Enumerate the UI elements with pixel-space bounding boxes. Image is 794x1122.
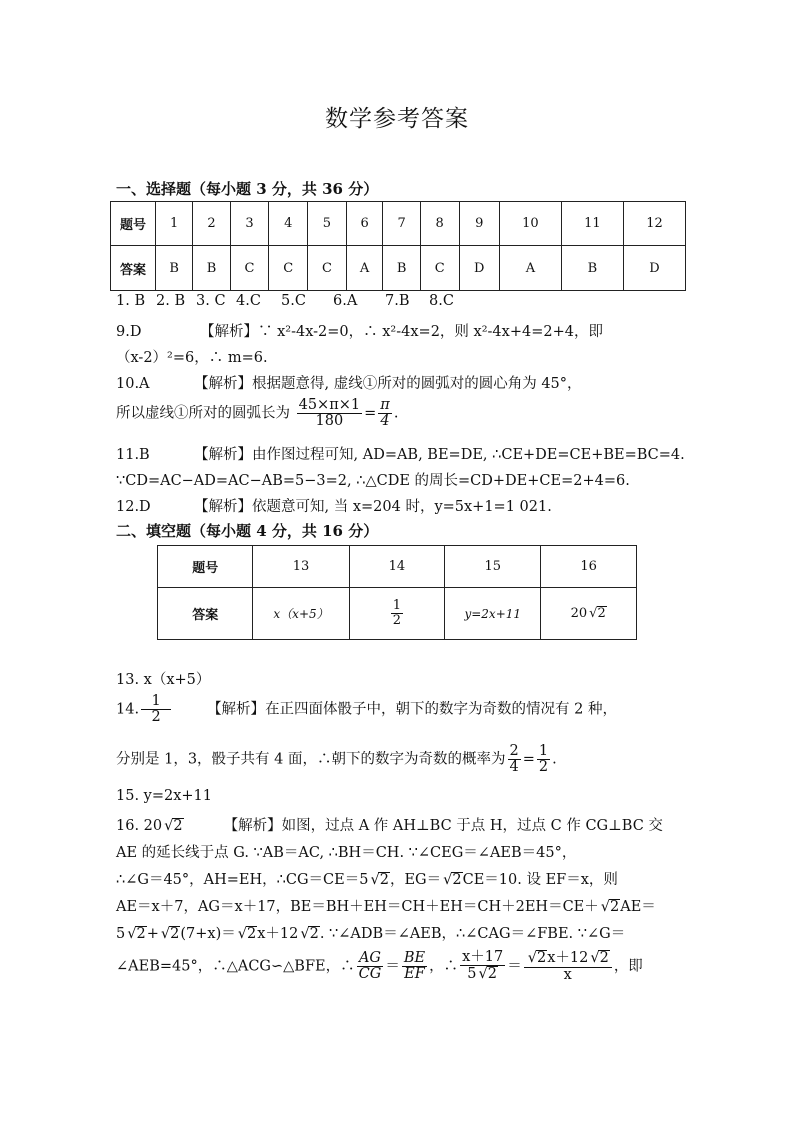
- q11-line-1: [116, 443, 685, 464]
- period: .: [552, 751, 557, 768]
- table-cell: B: [193, 246, 230, 291]
- q9-number: 9.D: [116, 324, 142, 340]
- radical: √ 2: [451, 872, 462, 889]
- q10-number: 10.A: [116, 376, 150, 392]
- equals: =: [522, 751, 535, 768]
- q16-line-6: [116, 950, 643, 983]
- fraction: [297, 398, 363, 429]
- table-header-cell: 题号: [158, 546, 253, 588]
- table-cell: 4: [269, 202, 308, 246]
- short-answer: 5.C: [281, 293, 306, 309]
- short-answer: 3. C: [196, 293, 226, 309]
- short-answer: 2. B: [156, 293, 186, 309]
- fraction: [524, 950, 612, 983]
- numerator: [524, 950, 612, 968]
- radical: √ 2: [308, 926, 319, 943]
- q16-text: . ∵∠ADB＝∠AEB，∴∠CAG＝∠FBE. ∵∠G＝: [319, 926, 626, 942]
- denominator: EF: [404, 966, 425, 983]
- denominator: 2: [538, 759, 549, 776]
- table-cell: 3: [230, 202, 269, 246]
- table-cell: 12: [623, 202, 685, 246]
- q14-line-1: [116, 694, 617, 725]
- radical: √ 2: [246, 926, 257, 943]
- equals: ＝: [385, 958, 400, 975]
- table-cell: 1: [156, 202, 193, 246]
- coefficient: 5: [467, 966, 477, 983]
- section-1-heading: 一、选择题（每小题 3 分，共 36 分）: [116, 180, 379, 198]
- table-cell: D: [459, 246, 499, 291]
- q12-number: 12.D: [116, 499, 151, 515]
- equals: ＝: [507, 958, 522, 975]
- denominator: 4: [380, 413, 390, 430]
- table-cell: C: [230, 246, 269, 291]
- table-row: [158, 588, 637, 640]
- radical: √ 2: [135, 926, 146, 943]
- q14-number: 14.: [116, 701, 140, 718]
- coefficient: 20: [570, 605, 588, 621]
- fraction: [537, 744, 550, 775]
- table-cell: 15: [445, 546, 541, 588]
- fraction: [402, 951, 427, 982]
- q16-text: ，即: [613, 958, 643, 975]
- q16-text: 5: [116, 926, 126, 942]
- short-answer: 8.C: [429, 293, 454, 309]
- table-cell: 5: [308, 202, 347, 246]
- short-answer: 7.B: [385, 293, 410, 309]
- table-cell: 16: [541, 546, 637, 588]
- table-row: [111, 202, 686, 246]
- numerator: x＋17: [462, 949, 504, 965]
- q16-number: 16. 20: [116, 818, 163, 834]
- section-2-heading: 二、填空题（每小题 4 分，共 16 分）: [116, 522, 379, 540]
- table-cell: D: [623, 246, 685, 291]
- q16-text: AE＝x＋7，AG＝x＋17，BE＝BH＋EH＝CH＋EH＝CH＋2EH＝CE＋: [116, 899, 599, 915]
- denominator: CG: [358, 966, 382, 983]
- q15-line: 15. y=2x+11: [116, 788, 213, 804]
- radical: √ 2: [609, 899, 620, 916]
- numerator: 1: [538, 743, 549, 759]
- table-cell: [349, 588, 445, 640]
- q16-text: +: [146, 926, 159, 942]
- numerator: AG: [357, 951, 384, 967]
- short-answer-list: [116, 293, 469, 309]
- period: .: [393, 405, 399, 422]
- fraction: [508, 744, 521, 775]
- fraction: [460, 950, 505, 983]
- fraction: [357, 951, 384, 982]
- table-cell: C: [308, 246, 347, 291]
- equals: =: [364, 405, 377, 422]
- q9-line-2: （x-2）²=6，∴ m=6.: [116, 350, 268, 366]
- numerator: 1: [392, 598, 401, 614]
- analysis-tag: 【解析】: [194, 447, 252, 463]
- q16-text: ∴∠G＝45°，AH=EH，∴CG＝CE＝5: [116, 872, 369, 888]
- table-row: [158, 546, 637, 588]
- table-cell: A: [499, 246, 561, 291]
- q12-line-1: [116, 495, 552, 516]
- table-cell: B: [156, 246, 193, 291]
- q16-line-5: [116, 922, 625, 943]
- q11-text: 由作图过程可知, AD=AB, BE=DE, ∴CE+DE=CE+BE=BC=4.: [252, 447, 685, 463]
- radical: √ 2: [378, 872, 389, 889]
- analysis-tag: 【解析】: [194, 499, 252, 515]
- q11-number: 11.B: [116, 447, 150, 463]
- short-answer: 4.C: [236, 293, 261, 309]
- denominator: 180: [315, 413, 344, 430]
- q16-line-3: [116, 868, 618, 889]
- table-cell: [541, 588, 637, 640]
- analysis-tag: 【解析】: [200, 324, 258, 340]
- q9-line-1: [116, 320, 603, 341]
- denominator: 4: [509, 759, 519, 776]
- q10-text: 所以虚线①所对的圆弧长为: [116, 405, 290, 422]
- q10-text: 根据题意得, 虚线①所对的圆弧对的圆心角为 45°，: [252, 376, 582, 392]
- q11-line-2: ∵CD=AC−AD=AC−AB=5−3=2, ∴△CDE 的周长=CD+DE+CE=2+4=6.: [116, 473, 630, 489]
- table-cell: 7: [383, 202, 420, 246]
- q14-line-2: [116, 744, 557, 775]
- radical: √ 2: [487, 966, 498, 983]
- radical: √ 2: [169, 926, 180, 943]
- table-header-cell: 答案: [158, 588, 253, 640]
- fraction: [378, 398, 392, 429]
- denominator: x: [563, 966, 572, 983]
- table-row: [111, 246, 686, 291]
- q16-line-1: [116, 814, 663, 835]
- table-cell: C: [420, 246, 459, 291]
- choice-answer-table: [110, 201, 686, 291]
- numerator: 45×π×1: [298, 397, 361, 413]
- q16-text: x＋12: [257, 926, 299, 942]
- q12-text: 依题意可知, 当 x=204 时，y=5x+1=1 021.: [252, 499, 552, 515]
- radical: √ 2: [172, 818, 183, 835]
- fraction: [141, 694, 171, 725]
- numerator: 1: [141, 694, 171, 710]
- table-cell: 6: [346, 202, 383, 246]
- table-cell: 11: [561, 202, 623, 246]
- q16-text: AE＝: [620, 899, 656, 915]
- q16-text: ∠AEB=45°，∴△ACG∽△BFE，∴: [116, 958, 355, 975]
- table-cell: 9: [459, 202, 499, 246]
- q16-text: 如图，过点 A 作 AH⊥BC 于点 H，过点 C 作 CG⊥BC 交: [281, 818, 663, 834]
- radical: √ 2: [597, 606, 607, 621]
- fraction: [391, 599, 403, 627]
- page-title: 数学参考答案: [325, 106, 469, 132]
- q14-text: 在正四面体骰子中，朝下的数字为奇数的情况有 2 种，: [265, 701, 618, 718]
- short-answer: 6.A: [333, 293, 358, 309]
- table-cell: 2: [193, 202, 230, 246]
- radical: √ 2: [536, 950, 547, 967]
- q10-line-1: [116, 372, 582, 393]
- table-cell: 10: [499, 202, 561, 246]
- table-cell: 14: [349, 546, 445, 588]
- q9-text: ∵ x²-4x-2=0，∴ x²-4x=2，则 x²-4x+4=2+4，即: [258, 324, 603, 340]
- analysis-tag: 【解析】: [194, 376, 252, 392]
- table-cell: B: [561, 246, 623, 291]
- analysis-tag: 【解析】: [207, 701, 266, 718]
- numerator: π: [380, 397, 390, 413]
- table-cell: y=2x+11: [445, 588, 541, 640]
- table-header-cell: 题号: [111, 202, 156, 246]
- q10-line-2: [116, 398, 398, 429]
- table-cell: x（x+5）: [253, 588, 349, 640]
- q16-text: ，∴: [429, 958, 459, 975]
- denominator: 2: [392, 613, 401, 628]
- q16-text: (7+x)＝: [180, 926, 236, 942]
- analysis-tag: 【解析】: [223, 818, 282, 834]
- table-cell: C: [269, 246, 308, 291]
- table-header-cell: 答案: [111, 246, 156, 291]
- q16-text: ，EG＝: [389, 872, 442, 888]
- q16-line-4: [116, 895, 656, 916]
- denominator: 2: [151, 709, 161, 726]
- table-cell: 8: [420, 202, 459, 246]
- short-answer: 1. B: [116, 293, 146, 309]
- fill-answer-table: [157, 545, 637, 640]
- table-cell: A: [346, 246, 383, 291]
- numerator: BE: [403, 949, 426, 966]
- numerator: 2: [509, 743, 519, 759]
- q16-text: CE＝10. 设 EF＝x，则: [462, 872, 618, 888]
- q13-line: 13. x（x+5）: [116, 672, 211, 688]
- table-cell: B: [383, 246, 420, 291]
- q14-text: 分别是 1，3，骰子共有 4 面，∴朝下的数字为奇数的概率为: [116, 751, 506, 768]
- q16-line-2: AE 的延长线于点 G. ∵AB＝AC, ∴BH＝CH. ∵∠CEG＝∠AEB＝45°，: [116, 845, 577, 861]
- q16-text: x＋12: [547, 950, 589, 966]
- table-cell: 13: [253, 546, 349, 588]
- denominator: [460, 966, 505, 983]
- radical: √ 2: [598, 950, 609, 967]
